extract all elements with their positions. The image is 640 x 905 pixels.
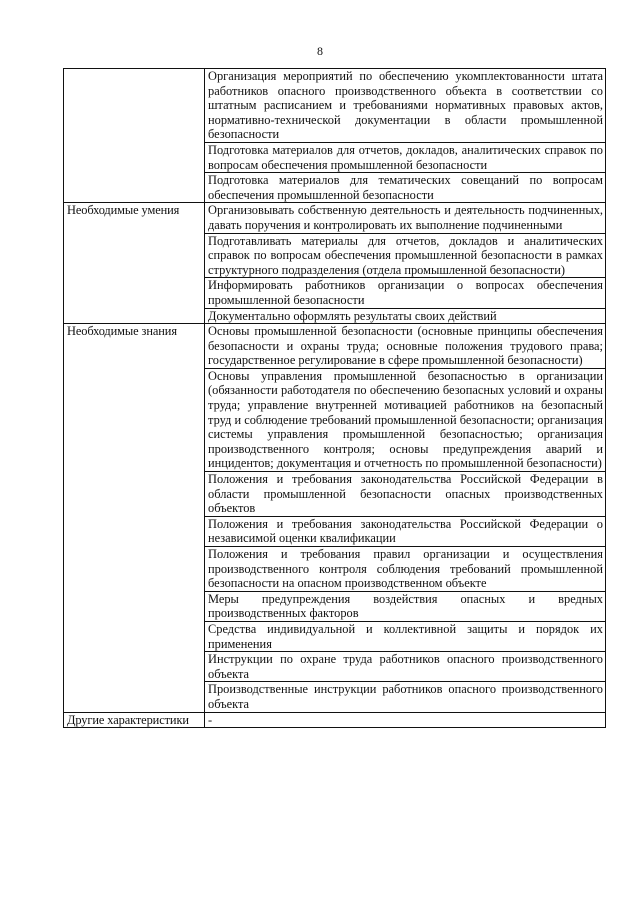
table-cell: Подготовка материалов для отчетов, докладов, аналитических справок по вопросам обеспечения промышленной безопасности	[205, 142, 606, 172]
row-label: Другие характеристики	[64, 712, 205, 728]
table-cell: Подготовка материалов для тематических совещаний по вопросам обеспечения промышленной безопасности	[205, 173, 606, 203]
table-cell: Информировать работников организации о вопросах обеспечения промышленной безопасности	[205, 278, 606, 308]
table-cell: Организация мероприятий по обеспечению укомплектованности штата работников опасного производственного объекта в соответствии со штатным расписанием и требованиями нормативных правовых актов, нормативно-технической документации в области промышленной безопасности	[205, 69, 606, 143]
table-cell: Основы промышленной безопасности (основные принципы обеспечения безопасности и охраны труда; основные положения трудового права; государственное регулирование в сфере промышленной безопасности)	[205, 324, 606, 369]
table-cell: Положения и требования законодательства Российской Федерации в области промышленной безопасности опасных производственных объектов	[205, 472, 606, 517]
table-cell: Положения и требования законодательства Российской Федерации о независимой оценки квалификации	[205, 516, 606, 546]
table-cell: Средства индивидуальной и коллективной защиты и порядок их применения	[205, 621, 606, 651]
table-cell: Меры предупреждения воздействия опасных и вредных производственных факторов	[205, 591, 606, 621]
table-cell: Инструкции по охране труда работников опасного производственного объекта	[205, 652, 606, 682]
table-cell: -	[205, 712, 606, 728]
row-label: Необходимые умения	[64, 203, 205, 324]
page-number: 8	[317, 44, 323, 58]
table-row	[64, 203, 606, 233]
table-row	[64, 324, 606, 369]
row-label: Необходимые знания	[64, 324, 205, 712]
table-cell: Документально оформлять результаты своих действий	[205, 308, 606, 324]
table-cell: Организовывать собственную деятельность и деятельность подчиненных, давать поручения и контролировать их выполнение подчиненными	[205, 203, 606, 233]
table-row	[64, 69, 606, 143]
table-cell: Положения и требования правил организации и осуществления производственного контроля соблюдения требований промышленной безопасности на опасном производственном объекте	[205, 547, 606, 592]
table-cell: Подготавливать материалы для отчетов, докладов и аналитических справок по вопросам обеспечения промышленной безопасности в рамках структурного подразделения (отдела промышленной безопасности)	[205, 233, 606, 278]
table-row	[64, 712, 606, 728]
table-cell: Производственные инструкции работников опасного производственного объекта	[205, 682, 606, 712]
row-label	[64, 69, 205, 203]
competency-table	[63, 68, 606, 728]
table-cell: Основы управления промышленной безопасностью в организации (обязанности работодателя по обеспечению безопасных условий и охраны труда; управление внутренней мотивацией работников на безопасный труд и соблюдение требований промышленной безопасности; организация системы управления промышленной безопасностью; организация производственного контроля; основы предупреждения аварий и инцидентов; документация и отчетность по промышленной безопасности)	[205, 368, 606, 471]
